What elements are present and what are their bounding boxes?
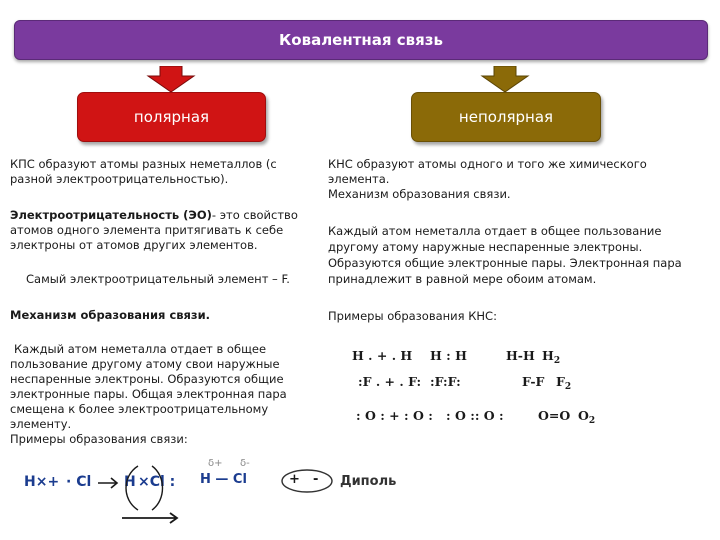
left-p5-line1: Каждый атом неметалла отдает в общее — [14, 342, 267, 356]
right-p2-line2: другому атому наружные неспаренные электроны. — [328, 240, 643, 254]
h-electron-pair: H : H — [430, 348, 467, 363]
hcl-formula: H — Cl — [200, 472, 247, 487]
right-p3: Примеры образования КНС: — [328, 309, 497, 323]
f-molecule: $F_2$ — [556, 374, 572, 392]
h-molecule: $H_2$ — [542, 348, 561, 366]
h-structural: H-H — [506, 348, 535, 363]
left-p2-line1 — [10, 208, 298, 223]
left-p3: Самый электроотрицательный элемент – F. — [26, 272, 290, 286]
left-p5-line5: смещена к более электроотрицательному — [10, 402, 269, 416]
o-structural: O=O — [538, 408, 571, 423]
nonpolar-box: неполярная — [411, 92, 601, 142]
left-p1-line2: разной электроотрицательностью). — [10, 172, 229, 186]
page-title: Ковалентная связь — [14, 20, 708, 60]
hcl-cl-atom: · Cl — [66, 474, 92, 490]
arrow-down-left-icon — [146, 66, 196, 92]
left-p2-line3: электроны от атомов других элементов. — [10, 238, 258, 252]
o-molecule: $O_2$ — [578, 408, 596, 426]
dipole-minus: - — [313, 472, 319, 487]
left-p2-line2: атомов одного элемента притягивать к себе — [10, 223, 284, 237]
right-p2-line4: принадлежит в равной мере обоим атомам. — [328, 272, 597, 286]
f-structural: F-F — [522, 374, 545, 389]
right-p1-line3: Механизм образования связи. — [328, 187, 511, 201]
hcl-product-cl: ×Cl : — [138, 474, 176, 490]
electron-overlap-icon — [116, 462, 196, 528]
h-formation: H . + . H — [352, 348, 413, 363]
right-p2-line3: Образуются общие электронные пары. Электронная пара — [328, 256, 682, 270]
left-p5-line6: элементу. — [10, 417, 72, 431]
left-p6: Примеры образования связи: — [10, 432, 188, 446]
right-p1-line1: КНС образуют атомы одного и того же химического — [328, 157, 647, 171]
dipole-plus: + — [289, 472, 300, 487]
left-mechanism-heading: Механизм образования связи. — [10, 308, 211, 322]
electronegativity-def: - это свойство — [211, 208, 298, 222]
polar-box: полярная — [77, 92, 266, 142]
delta-plus: δ+ — [208, 458, 223, 469]
f-electron-pair: :F:F: — [430, 374, 461, 389]
left-p5-line3: неспаренные электроны. Образуются общие — [10, 372, 284, 386]
right-p1-line2: элемента. — [328, 172, 390, 186]
hcl-reactants: H×+ — [24, 474, 60, 490]
o-formation: : O : + : O : — [356, 408, 433, 423]
electronegativity-term: Электроотрицательность (ЭО) — [10, 208, 212, 222]
f-formation: :F . + . F: — [358, 374, 422, 389]
dipole-label: Диполь — [340, 474, 397, 489]
arrow-down-right-icon — [480, 66, 530, 92]
delta-minus: δ- — [240, 458, 250, 469]
o-electron-pair: : O :: O : — [446, 408, 504, 423]
right-p2-line1: Каждый атом неметалла отдает в общее пользование — [328, 224, 662, 238]
left-p5-line2: пользование другому атому свои наружные — [10, 357, 280, 371]
left-p5-line4: электронные пары. Общая электронная пара — [10, 387, 287, 401]
left-p1-line1: КПС образуют атомы разных неметаллов (с — [10, 157, 277, 171]
hcl-product-h: H — [124, 474, 136, 490]
